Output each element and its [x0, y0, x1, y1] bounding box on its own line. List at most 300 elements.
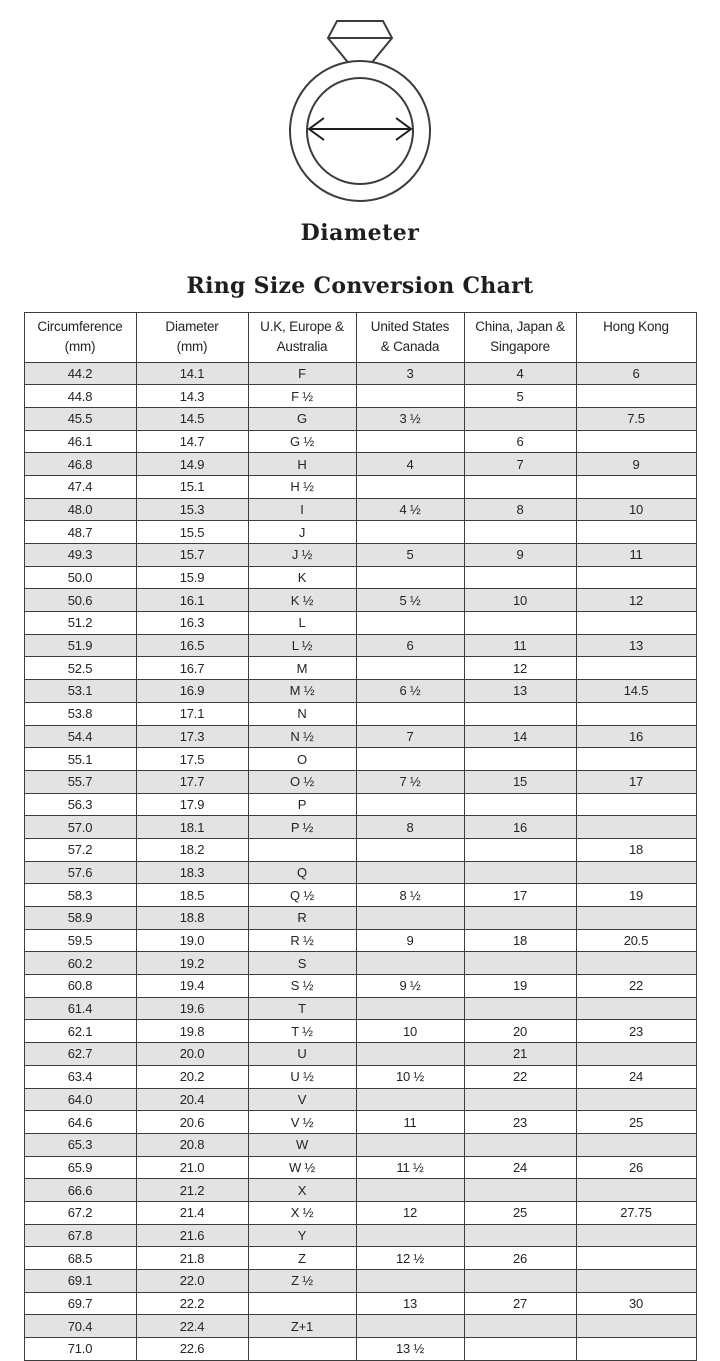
diameter-label: Diameter	[300, 220, 420, 246]
table-cell: V	[248, 1088, 356, 1111]
table-cell: 58.3	[24, 884, 136, 907]
page-title: Ring Size Conversion Chart	[186, 273, 534, 299]
table-cell: M ½	[248, 680, 356, 703]
table-cell: 52.5	[24, 657, 136, 680]
table-cell	[576, 521, 696, 544]
column-header-line: Singapore	[490, 339, 550, 355]
table-cell: 8 ½	[356, 884, 464, 907]
table-cell	[576, 816, 696, 839]
table-cell: 23	[464, 1111, 576, 1134]
table-cell: 12	[464, 657, 576, 680]
table-cell: 23	[576, 1020, 696, 1043]
table-cell	[576, 566, 696, 589]
table-cell: 55.7	[24, 770, 136, 793]
table-cell: 18.2	[136, 838, 248, 861]
table-cell	[464, 702, 576, 725]
table-cell	[356, 1133, 464, 1156]
table-cell: 15.1	[136, 475, 248, 498]
table-cell: 10	[464, 589, 576, 612]
table-cell: 17.9	[136, 793, 248, 816]
table-cell: 18.1	[136, 816, 248, 839]
table-cell: 21.6	[136, 1224, 248, 1247]
table-cell: 67.8	[24, 1224, 136, 1247]
table-cell: 17	[576, 770, 696, 793]
table-cell: 14	[464, 725, 576, 748]
table-cell: 4	[464, 362, 576, 385]
table-cell: 49.3	[24, 544, 136, 567]
table-row	[24, 929, 696, 952]
table-row	[24, 1156, 696, 1179]
table-cell: 18.8	[136, 907, 248, 930]
table-cell: 50.0	[24, 566, 136, 589]
table-cell: 22	[576, 975, 696, 998]
table-cell: 60.2	[24, 952, 136, 975]
column-header-line: United States	[370, 319, 450, 334]
table-cell	[576, 952, 696, 975]
table-cell: 18.5	[136, 884, 248, 907]
table-cell	[356, 521, 464, 544]
table-cell: 10	[576, 498, 696, 521]
table-cell	[576, 1270, 696, 1293]
table-cell: 60.8	[24, 975, 136, 998]
table-cell	[464, 907, 576, 930]
table-row	[24, 498, 696, 521]
table-row	[24, 566, 696, 589]
table-cell: 21.4	[136, 1201, 248, 1224]
table-cell: 9	[576, 453, 696, 476]
table-cell: 14.5	[576, 680, 696, 703]
table-cell	[464, 997, 576, 1020]
table-row	[24, 702, 696, 725]
table-cell: L	[248, 612, 356, 635]
column-header-line: China, Japan &	[475, 319, 565, 334]
table-cell: I	[248, 498, 356, 521]
table-cell: 25	[464, 1201, 576, 1224]
table-cell	[576, 385, 696, 408]
table-cell: 16.1	[136, 589, 248, 612]
table-cell: 20.0	[136, 1043, 248, 1066]
table-cell: M	[248, 657, 356, 680]
table-cell: 9	[464, 544, 576, 567]
table-cell: 11	[464, 634, 576, 657]
table-cell: 57.6	[24, 861, 136, 884]
table-cell: K	[248, 566, 356, 589]
table-cell: 5	[356, 544, 464, 567]
table-row	[24, 997, 696, 1020]
table-cell: 67.2	[24, 1201, 136, 1224]
ring-size-conversion-table	[24, 312, 697, 1361]
table-cell: 55.1	[24, 748, 136, 771]
table-cell	[464, 1088, 576, 1111]
table-cell: K ½	[248, 589, 356, 612]
table-cell: 20.4	[136, 1088, 248, 1111]
table-cell: 7	[356, 725, 464, 748]
table-header	[24, 313, 696, 363]
table-cell	[248, 838, 356, 861]
table-cell: 14.9	[136, 453, 248, 476]
table-cell: 20.2	[136, 1065, 248, 1088]
column-header-line: (mm)	[176, 339, 208, 355]
table-cell: 21.2	[136, 1179, 248, 1202]
table-row	[24, 657, 696, 680]
table-row	[24, 521, 696, 544]
table-row	[24, 816, 696, 839]
table-row	[24, 1043, 696, 1066]
table-cell	[576, 1224, 696, 1247]
table-cell: Z ½	[248, 1270, 356, 1293]
table-cell: 46.1	[24, 430, 136, 453]
table-cell: 15	[464, 770, 576, 793]
table-row	[24, 725, 696, 748]
table-cell	[576, 475, 696, 498]
table-cell	[464, 407, 576, 430]
table-cell: 56.3	[24, 793, 136, 816]
table-cell: 48.0	[24, 498, 136, 521]
table-cell	[356, 997, 464, 1020]
table-cell	[576, 1179, 696, 1202]
table-cell: 25	[576, 1111, 696, 1134]
table-row	[24, 907, 696, 930]
table-cell	[356, 861, 464, 884]
table-cell: 21.8	[136, 1247, 248, 1270]
table-cell: 4	[356, 453, 464, 476]
table-cell: 24	[464, 1156, 576, 1179]
table-cell: 22.4	[136, 1315, 248, 1338]
table-cell: 69.7	[24, 1292, 136, 1315]
table-cell: 22.6	[136, 1338, 248, 1361]
table-cell: 22	[464, 1065, 576, 1088]
table-cell: 21	[464, 1043, 576, 1066]
table-cell	[464, 1315, 576, 1338]
table-cell: 10 ½	[356, 1065, 464, 1088]
table-cell	[464, 748, 576, 771]
table-cell: J	[248, 521, 356, 544]
table-cell	[464, 952, 576, 975]
table-cell: 58.9	[24, 907, 136, 930]
table-cell	[464, 1133, 576, 1156]
table-cell	[464, 566, 576, 589]
table-cell: 12	[356, 1201, 464, 1224]
table-row	[24, 680, 696, 703]
table-cell: Z	[248, 1247, 356, 1270]
table-cell: 27.75	[576, 1201, 696, 1224]
table-cell: 65.9	[24, 1156, 136, 1179]
table-row	[24, 884, 696, 907]
table-cell: 17	[464, 884, 576, 907]
table-cell: 48.7	[24, 521, 136, 544]
table-cell: 16.5	[136, 634, 248, 657]
table-cell	[356, 907, 464, 930]
table-cell: 64.6	[24, 1111, 136, 1134]
table-row	[24, 1065, 696, 1088]
table-cell: 19.0	[136, 929, 248, 952]
table-cell	[356, 1270, 464, 1293]
table-cell: 7.5	[576, 407, 696, 430]
table-cell: 53.1	[24, 680, 136, 703]
table-cell	[356, 566, 464, 589]
table-cell: 19.2	[136, 952, 248, 975]
table-cell: 57.2	[24, 838, 136, 861]
table-cell: 65.3	[24, 1133, 136, 1156]
table-cell: 68.5	[24, 1247, 136, 1270]
table-cell: 16	[464, 816, 576, 839]
table-cell: S ½	[248, 975, 356, 998]
table-cell: 17.7	[136, 770, 248, 793]
table-cell: 6	[576, 362, 696, 385]
table-cell: 45.5	[24, 407, 136, 430]
table-cell: F ½	[248, 385, 356, 408]
table-cell	[356, 1224, 464, 1247]
header-row	[24, 313, 696, 363]
table-cell: 13	[356, 1292, 464, 1315]
table-cell: 18	[464, 929, 576, 952]
table-cell: O ½	[248, 770, 356, 793]
table-cell: 6	[464, 430, 576, 453]
table-row	[24, 1111, 696, 1134]
column-header-1	[24, 313, 136, 363]
table-cell: 26	[464, 1247, 576, 1270]
column-header-2	[136, 313, 248, 363]
table-cell	[356, 1179, 464, 1202]
table-cell: W ½	[248, 1156, 356, 1179]
table-row	[24, 1338, 696, 1361]
table-cell: 14.1	[136, 362, 248, 385]
table-cell: 6 ½	[356, 680, 464, 703]
table-cell: G ½	[248, 430, 356, 453]
table-cell: X ½	[248, 1201, 356, 1224]
ring-diagram	[0, 0, 720, 246]
table-row	[24, 362, 696, 385]
table-cell: H ½	[248, 475, 356, 498]
table-cell: P ½	[248, 816, 356, 839]
table-cell: 61.4	[24, 997, 136, 1020]
table-cell: 20.6	[136, 1111, 248, 1134]
table-cell: 51.2	[24, 612, 136, 635]
table-cell	[576, 793, 696, 816]
table-cell: 11	[356, 1111, 464, 1134]
table-cell: L ½	[248, 634, 356, 657]
table-cell	[576, 1338, 696, 1361]
table-cell	[356, 1088, 464, 1111]
table-cell: P	[248, 793, 356, 816]
table-cell: O	[248, 748, 356, 771]
table-cell	[576, 1043, 696, 1066]
table-cell	[356, 612, 464, 635]
table-row	[24, 975, 696, 998]
table-cell: 30	[576, 1292, 696, 1315]
table-cell	[356, 475, 464, 498]
column-header-3	[248, 313, 356, 363]
table-row	[24, 612, 696, 635]
table-cell: 24	[576, 1065, 696, 1088]
table-cell	[356, 1315, 464, 1338]
table-cell: 19.4	[136, 975, 248, 998]
table-row	[24, 453, 696, 476]
table-cell: 17.5	[136, 748, 248, 771]
table-row	[24, 544, 696, 567]
table-cell: 15.5	[136, 521, 248, 544]
column-header-line: & Canada	[380, 339, 440, 355]
table-cell: 20	[464, 1020, 576, 1043]
table-cell: 64.0	[24, 1088, 136, 1111]
table-row	[24, 1133, 696, 1156]
table-cell: 16.7	[136, 657, 248, 680]
table-cell: 8	[464, 498, 576, 521]
table-cell: 66.6	[24, 1179, 136, 1202]
table-cell: Q ½	[248, 884, 356, 907]
table-row	[24, 475, 696, 498]
table-cell	[576, 861, 696, 884]
column-header-line: Diameter	[165, 319, 219, 334]
table-cell	[464, 861, 576, 884]
table-cell	[576, 1315, 696, 1338]
table-row	[24, 952, 696, 975]
table-cell: 21.0	[136, 1156, 248, 1179]
table-row	[24, 838, 696, 861]
column-header-line: U.K, Europe &	[260, 319, 344, 334]
table-row	[24, 385, 696, 408]
table-cell: 4 ½	[356, 498, 464, 521]
table-cell	[464, 612, 576, 635]
table-cell: 71.0	[24, 1338, 136, 1361]
table-cell: 22.0	[136, 1270, 248, 1293]
table-cell: 14.5	[136, 407, 248, 430]
table-cell	[576, 907, 696, 930]
table-cell: 15.7	[136, 544, 248, 567]
table-cell	[576, 430, 696, 453]
table-body	[24, 362, 696, 1360]
table-cell	[356, 838, 464, 861]
table-cell: 46.8	[24, 453, 136, 476]
table-cell: 8	[356, 816, 464, 839]
table-cell: 17.1	[136, 702, 248, 725]
table-cell: 11	[576, 544, 696, 567]
table-cell: 70.4	[24, 1315, 136, 1338]
table-cell: G	[248, 407, 356, 430]
table-cell: 15.3	[136, 498, 248, 521]
table-cell	[248, 1292, 356, 1315]
table-cell	[356, 748, 464, 771]
diamond-ring-icon	[280, 12, 440, 204]
table-cell: 19	[576, 884, 696, 907]
table-row	[24, 589, 696, 612]
table-cell	[248, 1338, 356, 1361]
table-cell: 18.3	[136, 861, 248, 884]
table-cell	[356, 657, 464, 680]
table-cell: 9	[356, 929, 464, 952]
column-header-line: Hong Kong	[603, 319, 669, 334]
table-cell: 9 ½	[356, 975, 464, 998]
table-cell	[464, 793, 576, 816]
table-row	[24, 793, 696, 816]
table-row	[24, 407, 696, 430]
column-header-line: Circumference	[37, 319, 123, 334]
table-cell	[356, 1043, 464, 1066]
table-cell: T	[248, 997, 356, 1020]
table-cell	[464, 1224, 576, 1247]
table-cell: 3	[356, 362, 464, 385]
table-row	[24, 861, 696, 884]
table-cell: 12 ½	[356, 1247, 464, 1270]
table-cell	[464, 475, 576, 498]
table-cell	[464, 838, 576, 861]
column-header-5	[464, 313, 576, 363]
table-cell: 53.8	[24, 702, 136, 725]
table-row	[24, 1088, 696, 1111]
table-cell: Q	[248, 861, 356, 884]
table-cell: F	[248, 362, 356, 385]
table-cell: J ½	[248, 544, 356, 567]
table-cell: Y	[248, 1224, 356, 1247]
table-cell: 19.6	[136, 997, 248, 1020]
column-header-line: Australia	[276, 339, 328, 355]
table-cell	[464, 1270, 576, 1293]
table-cell: U	[248, 1043, 356, 1066]
table-cell: 19	[464, 975, 576, 998]
table-cell: 44.8	[24, 385, 136, 408]
table-cell: 22.2	[136, 1292, 248, 1315]
table-cell: 11 ½	[356, 1156, 464, 1179]
table-cell: 13 ½	[356, 1338, 464, 1361]
table-row	[24, 1201, 696, 1224]
table-cell	[576, 702, 696, 725]
table-cell	[356, 793, 464, 816]
table-cell: 62.7	[24, 1043, 136, 1066]
table-cell: 14.7	[136, 430, 248, 453]
table-cell	[576, 657, 696, 680]
table-cell: 5	[464, 385, 576, 408]
table-cell	[464, 521, 576, 544]
table-cell: X	[248, 1179, 356, 1202]
table-cell: 10	[356, 1020, 464, 1043]
table-cell: 16.3	[136, 612, 248, 635]
table-cell: U ½	[248, 1065, 356, 1088]
table-cell: 17.3	[136, 725, 248, 748]
table-cell: 54.4	[24, 725, 136, 748]
table-cell: 16.9	[136, 680, 248, 703]
table-row	[24, 634, 696, 657]
table-row	[24, 1270, 696, 1293]
table-row	[24, 1292, 696, 1315]
table-cell	[356, 385, 464, 408]
table-cell: S	[248, 952, 356, 975]
table-cell	[576, 612, 696, 635]
table-cell	[576, 748, 696, 771]
table-cell	[576, 997, 696, 1020]
table-row	[24, 1224, 696, 1247]
table-cell	[576, 1133, 696, 1156]
table-cell: 7	[464, 453, 576, 476]
table-cell: V ½	[248, 1111, 356, 1134]
table-cell: 12	[576, 589, 696, 612]
table-cell	[356, 702, 464, 725]
table-cell: 26	[576, 1156, 696, 1179]
table-cell: 19.8	[136, 1020, 248, 1043]
table-cell: R	[248, 907, 356, 930]
table-row	[24, 770, 696, 793]
table-cell	[464, 1179, 576, 1202]
table-cell: 5 ½	[356, 589, 464, 612]
column-header-4	[356, 313, 464, 363]
table-cell: 20.5	[576, 929, 696, 952]
table-cell: 47.4	[24, 475, 136, 498]
table-cell: W	[248, 1133, 356, 1156]
table-row	[24, 1179, 696, 1202]
table-row	[24, 1315, 696, 1338]
table-cell	[464, 1338, 576, 1361]
table-row	[24, 430, 696, 453]
table-cell: 51.9	[24, 634, 136, 657]
